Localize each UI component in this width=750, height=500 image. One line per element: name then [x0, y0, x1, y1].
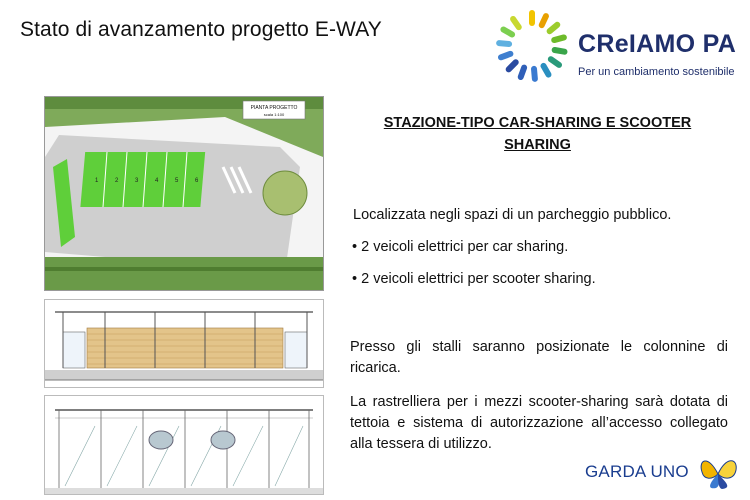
plan-label: PIANTA PROGETTO [250, 105, 298, 111]
bullet-scooter-sharing: • 2 veicoli elettrici per scooter sharing. [352, 271, 596, 287]
stall-number-4: 4 [155, 178, 159, 184]
site-plan-drawing [44, 96, 324, 291]
elevation-drawing [44, 299, 324, 388]
section-heading: STAZIONE-TIPO CAR-SHARING E SCOOTER SHARING [383, 115, 692, 153]
rack-plan-drawing [44, 395, 324, 495]
stall-number-6: 6 [195, 178, 199, 184]
butterfly-logo-icon [696, 452, 740, 492]
stall-number-2: 2 [115, 178, 119, 184]
location-text: Localizzata negli spazi di un parcheggio pubblico. [353, 207, 672, 223]
stall-number-3: 3 [135, 178, 139, 184]
stall-number-1: 1 [95, 178, 99, 184]
rack-paragraph: La rastrelliera per i mezzi scooter-sharing sarà dotata di tettoia e sistema di autorizzazione all’accesso collegato alla tessera di utilizzo. [350, 394, 728, 452]
logo-tagline: Per un cambiamento sostenibile [578, 66, 735, 78]
plan-scale: scala 1:100 [263, 112, 285, 117]
slide-title: Stato di avanzamento progetto E-WAY [20, 18, 382, 41]
sunburst-logo-icon [492, 6, 572, 84]
bullet-car-sharing: • 2 veicoli elettrici per car sharing. [352, 239, 569, 255]
logo-name: CReIAMO PA [578, 30, 737, 58]
stall-number-5: 5 [175, 178, 179, 184]
charging-paragraph: Presso gli stalli saranno posizionate le colonnine di ricarica. [350, 339, 728, 376]
footer-brand: GARDA UNO [585, 462, 689, 481]
